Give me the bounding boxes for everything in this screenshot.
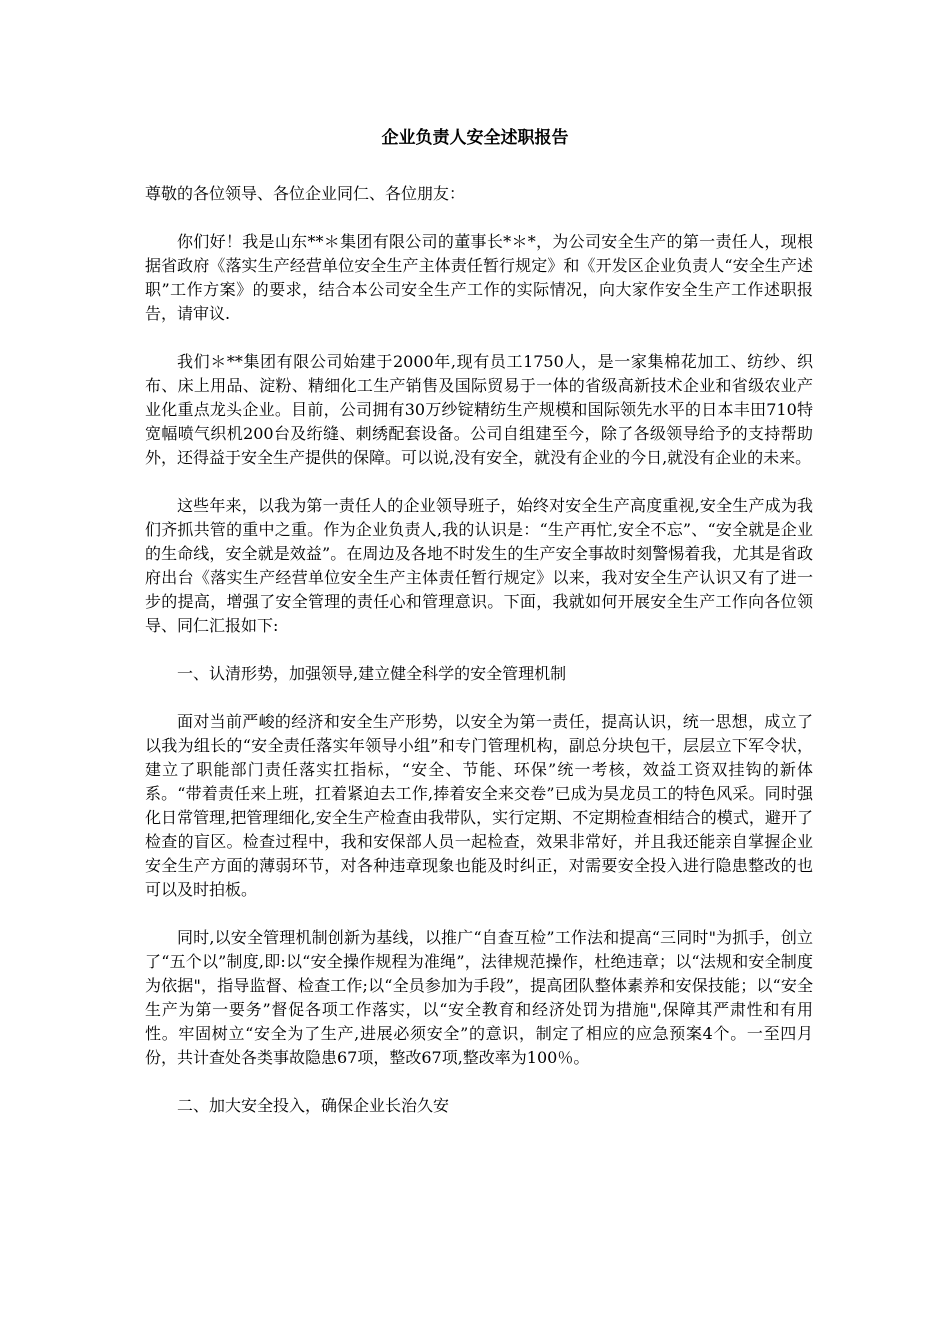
paragraph-intro: 你们好！我是山东**＊集团有限公司的董事长*＊*，为公司安全生产的第一责任人，现根据省政府《落实生产经营单位安全生产主体责任暂行规定》和《开发区企业负责人“安全生产述职”工作方案》的要求，结合本公司安全生产工作的实际情况，向大家作安全生产工作述职报告，请审议. (145, 232, 813, 323)
section-heading-2: 二、加大安全投入，确保企业长治久安 (177, 1096, 450, 1115)
paragraph-mechanism: 面对当前严峻的经济和安全生产形势，以安全为第一责任，提高认识，统一思想，成立了以我为组长的“安全责任落实年领导小组”和专门管理机构，副总分块包干，层层立下军令状，建立了职能部门责任落实扛指标，“安全、节能、环保”统一考核，效益工资双挂钩的新体系。“带着责任来上班，扛着紧迫去工作,捧着安全来交卷”已成为昊龙员工的特色风采。同时强化日常管理,把管理细化,安全生产检查由我带队，实行定期、不定期检查相结合的模式，避开了检查的盲区。检查过程中，我和安保部人员一起检查，效果非常好，并且我还能亲自掌握企业安全生产方面的薄弱环节，对各种违章现象也能及时纠正，对需要安全投入进行隐患整改的也可以及时拍板。 (145, 712, 813, 899)
paragraph-awareness: 这些年来，以我为第一责任人的企业领导班子，始终对安全生产高度重视,安全生产成为我们齐抓共管的重中之重。作为企业负责人,我的认识是：“生产再忙,安全不忘”、“安全就是企业的生命线，安全就是效益”。在周边及各地不时发生的生产安全事故时刻警惕着我，尤其是省政府出台《落实生产经营单位安全生产主体责任暂行规定》以来，我对安全生产认识又有了进一步的提高，增强了安全管理的责任心和管理意识。下面，我就如何开展安全生产工作向各位领导、同仁汇报如下: (145, 496, 813, 635)
document-body (145, 182, 813, 1142)
section-heading-1: 一、认清形势，加强领导,建立健全科学的安全管理机制 (177, 664, 567, 683)
paragraph-company: 我们＊**集团有限公司始建于2000年,现有员工1750人，是一家集棉花加工、纺纱、织布、床上用品、淀粉、精细化工生产销售及国际贸易于一体的省级高新技术企业和省级农业产业化重点龙头企业。目前，公司拥有30万纱锭精纺生产规模和国际领先水平的日本丰田710特宽幅喷气织机200台及绗缝、刺绣配套设备。公司自组建至今，除了各级领导给予的支持帮助外，还得益于安全生产提供的保障。可以说,没有安全，就没有企业的今日,就没有企业的未来。 (145, 352, 813, 467)
document-title: 企业负责人安全述职报告 (381, 128, 569, 148)
greeting: 尊敬的各位领导、各位企业同仁、各位朋友： (145, 184, 466, 203)
paragraph-innovation: 同时,以安全管理机制创新为基线，以推广“自查互检”工作法和提高“三同时"为抓手，创立了“五个以”制度,即:以“安全操作规程为准绳”，法律规范操作，杜绝违章；以“法规和安全制度为依据"，指导监督、检查工作;以“全员参加为手段”，提高团队整体素养和安保技能；以“安全生产为第一要务”督促各项工作落实，以“安全教育和经济处罚为措施",保障其严肃性和有用性。牢固树立“安全为了生产,进展必须安全”的意识，制定了相应的应急预案4个。一至四月份，共计查处各类事故隐患67项，整改67项,整改率为100％。 (145, 928, 813, 1067)
